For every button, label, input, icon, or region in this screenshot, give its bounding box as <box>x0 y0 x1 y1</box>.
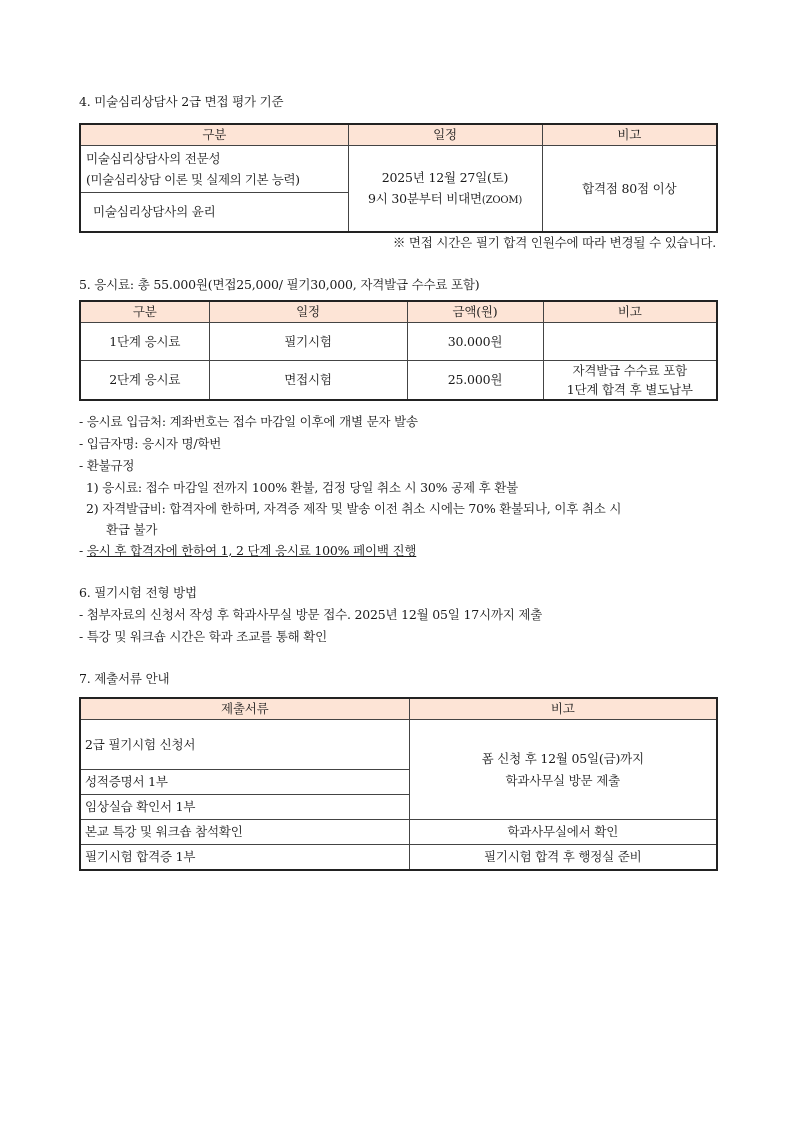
fee-note-line2: 1단계 합격 후 별도납부 <box>566 382 693 397</box>
bullet-workshop-check: - 특강 및 워크숍 시간은 학과 조교를 통해 확인 <box>79 629 327 644</box>
refund-item-1: 1) 응시료: 접수 마감일 전까지 100% 환불, 검정 당일 취소 시 30% 공제 후 환불 <box>86 480 519 495</box>
bullet-payback <box>79 543 416 559</box>
header-note: 비고 <box>542 124 717 146</box>
section4-title: 4. 미술심리상담사 2급 면접 평가 기준 <box>79 94 284 109</box>
criteria-expertise <box>80 146 348 193</box>
header-schedule: 일정 <box>348 124 542 146</box>
doc-workshop-attendance: 본교 특강 및 워크숍 참석확인 <box>80 820 409 845</box>
doc-transcript: 성적증명서 1부 <box>80 770 409 795</box>
schedule-date: 2025년 12월 27일(토) <box>381 169 509 185</box>
header-schedule: 일정 <box>209 301 407 323</box>
table-header-row <box>80 698 717 720</box>
doc-group-note-line2: 학과사무실 방문 제출 <box>505 772 620 788</box>
bullet-depositor-name: - 입금자명: 응시자 명/학번 <box>79 436 222 451</box>
refund-item-2-cont: 환급 불가 <box>106 522 158 537</box>
pass-score: 합격점 80점 이상 <box>542 146 717 233</box>
header-documents: 제출서류 <box>80 698 409 720</box>
doc-workshop-note: 학과사무실에서 확인 <box>409 820 717 845</box>
bullet-refund-policy: - 환불규정 <box>79 458 135 473</box>
section5-title: 5. 응시료: 총 55.000원(면접25,000/ 필기30,000, 자격발급 수수료 포함) <box>79 277 480 292</box>
section7-title: 7. 제출서류 안내 <box>79 671 170 686</box>
bullet-payment-account: - 응시료 입금처: 계좌번호는 접수 마감일 이후에 개별 문자 발송 <box>79 414 418 429</box>
interview-schedule <box>348 146 542 233</box>
table-row <box>80 720 717 770</box>
fee-type: 2단계 응시료 <box>80 361 209 401</box>
doc-pass-note: 필기시험 합격 후 행정실 준비 <box>409 845 717 871</box>
table-row <box>80 361 717 401</box>
criteria-ethics: 미술심리상담사의 윤리 <box>80 193 348 233</box>
header-category: 구분 <box>80 301 209 323</box>
table-row <box>80 323 717 361</box>
doc-clinical-practice: 임상실습 확인서 1부 <box>80 795 409 820</box>
header-note: 비고 <box>409 698 717 720</box>
criteria-expertise-title: 미술심리상담사의 전문성 <box>86 151 221 166</box>
criteria-expertise-detail: (미술심리상담 이론 및 실제의 기본 능력) <box>86 172 300 187</box>
fee-schedule: 면접시험 <box>209 361 407 401</box>
header-amount: 금액(원) <box>407 301 543 323</box>
header-note: 비고 <box>543 301 717 323</box>
doc-application: 2급 필기시험 신청서 <box>80 720 409 770</box>
schedule-time-text: 9시 30분부터 비대면 <box>367 190 482 206</box>
fee-table <box>79 300 718 401</box>
table-row <box>80 820 717 845</box>
doc-group-note-line1: 폼 신청 후 12월 05일(금)까지 <box>481 750 644 766</box>
doc-group-note <box>409 720 717 820</box>
fee-schedule: 필기시험 <box>209 323 407 361</box>
header-category: 구분 <box>80 124 348 146</box>
doc-pass-certificate: 필기시험 합격증 1부 <box>80 845 409 871</box>
fee-note-line1: 자격발급 수수료 포함 <box>572 363 687 378</box>
table-row <box>80 146 717 193</box>
section6-title: 6. 필기시험 전형 방법 <box>79 585 197 600</box>
interview-footnote: ※ 면접 시간은 필기 합격 인원수에 따라 변경될 수 있습니다. <box>392 235 716 250</box>
fee-amount: 30.000원 <box>407 323 543 361</box>
payback-text: 응시 후 합격자에 한하여 1, 2 단계 응시료 100% 페이백 진행 <box>86 543 417 558</box>
fee-type: 1단계 응시료 <box>80 323 209 361</box>
table-header-row <box>80 301 717 323</box>
payback-dash: - <box>79 543 87 558</box>
bullet-application-submit: - 첨부자료의 신청서 작성 후 학과사무실 방문 접수. 2025년 12월 05일 17시까지 제출 <box>79 607 543 622</box>
table-header-row <box>80 124 717 146</box>
refund-item-2: 2) 자격발급비: 합격자에 한하며, 자격증 제작 및 발송 이전 취소 시에는 70% 환불되나, 이후 취소 시 <box>86 501 622 516</box>
table-row <box>80 845 717 871</box>
schedule-zoom: (ZOOM) <box>481 194 523 206</box>
fee-amount: 25.000원 <box>407 361 543 401</box>
fee-note <box>543 323 717 361</box>
schedule-time <box>355 188 536 211</box>
fee-note <box>543 361 717 401</box>
interview-criteria-table <box>79 123 718 233</box>
documents-table <box>79 697 718 871</box>
